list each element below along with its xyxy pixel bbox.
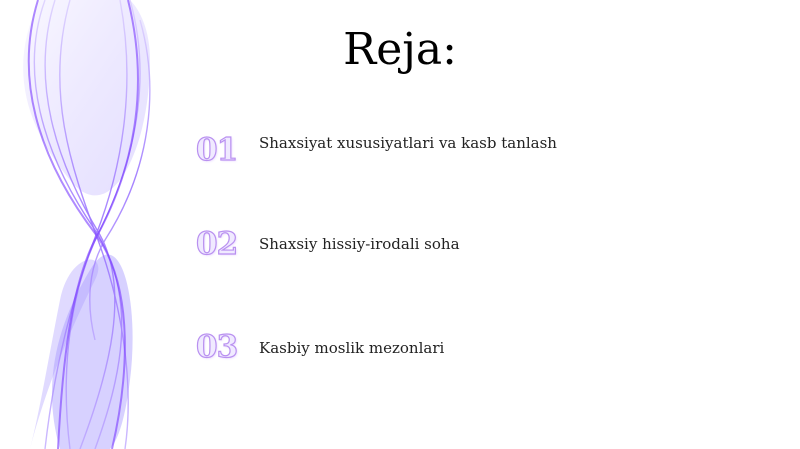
list-item <box>196 327 756 371</box>
list-item <box>196 224 756 268</box>
item-label: Shaxsiy hissiy-irodali soha <box>259 235 460 253</box>
item-number: 02 <box>196 226 238 262</box>
item-number: 03 <box>196 329 238 365</box>
item-number: 01 <box>196 132 238 168</box>
page-title: Reja: <box>343 24 457 75</box>
decorative-ribbon-icon <box>0 0 200 449</box>
item-label: Kasbiy moslik mezonlari <box>259 339 445 357</box>
list-item <box>196 130 756 174</box>
item-label: Shaxsiyat xususiyatlari va kasb tanlash <box>259 134 557 152</box>
